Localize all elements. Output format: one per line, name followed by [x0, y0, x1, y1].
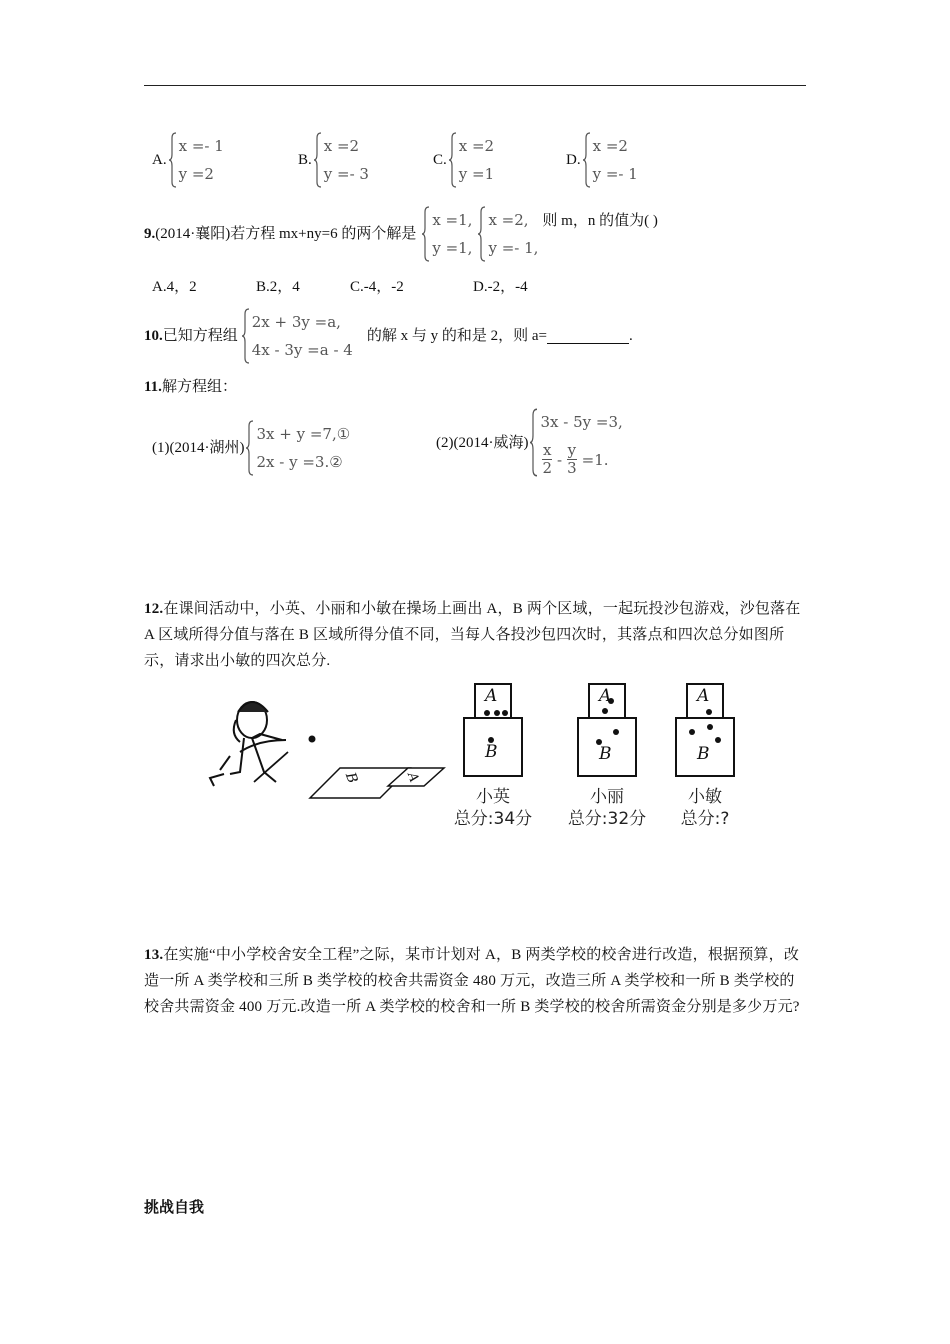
board-label-b: B [599, 744, 612, 764]
numerator: y [567, 441, 577, 459]
q8-option-a [152, 132, 224, 188]
equation: x =1, [432, 211, 473, 229]
equation-system [246, 420, 350, 476]
equation: x =2 [458, 137, 495, 155]
numerator: x [543, 441, 552, 459]
equation: x =- 1 [178, 137, 224, 155]
equation: 2x - y =3.② [256, 453, 343, 471]
solution-2 [478, 206, 538, 262]
q8-option-b [298, 132, 369, 188]
girl-throwing-icon [210, 702, 288, 786]
question-text: (2014·襄阳)若方程 mx+ny=6 的两个解是 [155, 226, 417, 242]
player-name: 小丽 [590, 787, 624, 807]
equation-fraction [540, 442, 622, 477]
option-label: C. [433, 152, 447, 168]
option-label: D. [566, 152, 581, 168]
brace-icon [478, 206, 486, 262]
equation: y =- 1, [488, 239, 539, 257]
equation: y =1, [432, 239, 473, 257]
board-label-a: A [697, 686, 710, 706]
denominator: 2 [542, 459, 553, 477]
brace-icon [449, 132, 457, 188]
board-label-a: A [485, 686, 498, 706]
sandbag-icon [309, 736, 316, 743]
question-text: 已知方程组 [162, 328, 238, 344]
part-label: (1)(2014·湖州) [152, 440, 245, 456]
q9-option-a: A.4，2 [152, 279, 197, 295]
question-number: 11. [144, 379, 162, 395]
q11-part-1 [152, 420, 350, 476]
operator: - [557, 450, 563, 469]
equation-system [242, 308, 353, 364]
equation-system [314, 132, 369, 188]
board-label-a: A [599, 686, 612, 706]
equation: y =2 [178, 165, 214, 183]
answer-blank[interactable] [547, 329, 629, 344]
ground-label-a: A [404, 770, 422, 785]
q10-stem [144, 308, 633, 364]
q9-option-d: D.-2，-4 [473, 279, 528, 295]
equation: x =2 [323, 137, 360, 155]
question-text: . [628, 328, 633, 344]
equation: y =- 3 [323, 165, 369, 183]
board-label-b: B [485, 742, 498, 762]
q9-option-c: C.-4，-2 [350, 279, 404, 295]
option-label: B. [298, 152, 312, 168]
equation: 2x + 3y =a, [251, 313, 341, 331]
equation: x =2, [488, 211, 529, 229]
question-text: 则 m，n 的值为( ) [542, 213, 658, 229]
q12-figure [200, 682, 760, 834]
brace-icon [242, 308, 250, 364]
header-rule [144, 85, 806, 86]
fraction [542, 442, 552, 477]
solution-1 [422, 206, 472, 262]
q12-stem [144, 596, 808, 674]
question-number: 12. [144, 601, 164, 617]
equation-system [583, 132, 638, 188]
player-score: 总分:34分 [453, 809, 533, 829]
player-xiaoli [557, 786, 657, 830]
q8-option-d [566, 132, 638, 188]
question-number: 13. [144, 947, 164, 963]
player-xiaoying [443, 786, 543, 830]
q9-option-b: B.2，4 [256, 279, 300, 295]
question-text: 的解 x 与 y 的和是 2，则 a= [366, 328, 547, 344]
player-score: 总分:32分 [567, 809, 647, 829]
player-name: 小敏 [688, 787, 722, 807]
part-label: (2)(2014·威海) [436, 434, 529, 451]
fraction [567, 442, 577, 477]
question-number: 9. [144, 226, 156, 242]
q11-title [144, 377, 237, 397]
equation-system [449, 132, 494, 188]
equation: y =- 1 [592, 165, 638, 183]
brace-icon [583, 132, 591, 188]
brace-icon [314, 132, 322, 188]
equation: y =1 [458, 165, 495, 183]
equation: 4x - 3y =a - 4 [251, 341, 353, 359]
brace-icon [422, 206, 430, 262]
question-text: 在实施“中小学校舍安全工程”之际，某市计划对 A，B 两类学校的校舍进行改造，根据预算，改造一所 A 类学校和三所 B 类学校的校舍共需资金 480 万元，改造三所 A 类学校和一所 B 类学校的校舍共需资金 400 万元.改造一所 A 类学校的校舍和一所 B 类学校的校舍所需资金分别是多少万元? [144, 947, 800, 1015]
question-number: 10. [144, 328, 163, 344]
q8-option-c [433, 132, 494, 188]
equation-rhs: =1. [581, 450, 609, 469]
section-title: 挑战自我 [144, 1200, 205, 1216]
q11-part-2 [436, 408, 623, 477]
player-name: 小英 [476, 787, 510, 807]
equation-system [169, 132, 224, 188]
q13-stem [144, 942, 808, 1020]
brace-icon [530, 408, 538, 477]
equation: x =2 [592, 137, 628, 155]
ground-label-b: B [341, 770, 361, 786]
board-label-b: B [697, 744, 710, 764]
option-label: A. [152, 152, 167, 168]
brace-icon [246, 420, 254, 476]
equation-system [530, 408, 622, 477]
question-text: 在课间活动中，小英、小丽和小敏在操场上画出 A，B 两个区域，一起玩投沙包游戏，沙包落在 A 区域所得分值与落在 B 区域所得分值不同，当每人各投沙包四次时，其落点和四次总分如图所示，请求出小敏的四次总分. [144, 601, 801, 669]
equation: 3x - 5y =3, [540, 413, 623, 431]
equation: 3x + y =7,① [256, 425, 351, 443]
denominator: 3 [567, 459, 577, 477]
question-text: 解方程组： [161, 379, 237, 395]
player-score: 总分:? [680, 809, 730, 829]
q9-stem [144, 206, 658, 262]
player-xiaomin [655, 786, 755, 830]
brace-icon [169, 132, 177, 188]
